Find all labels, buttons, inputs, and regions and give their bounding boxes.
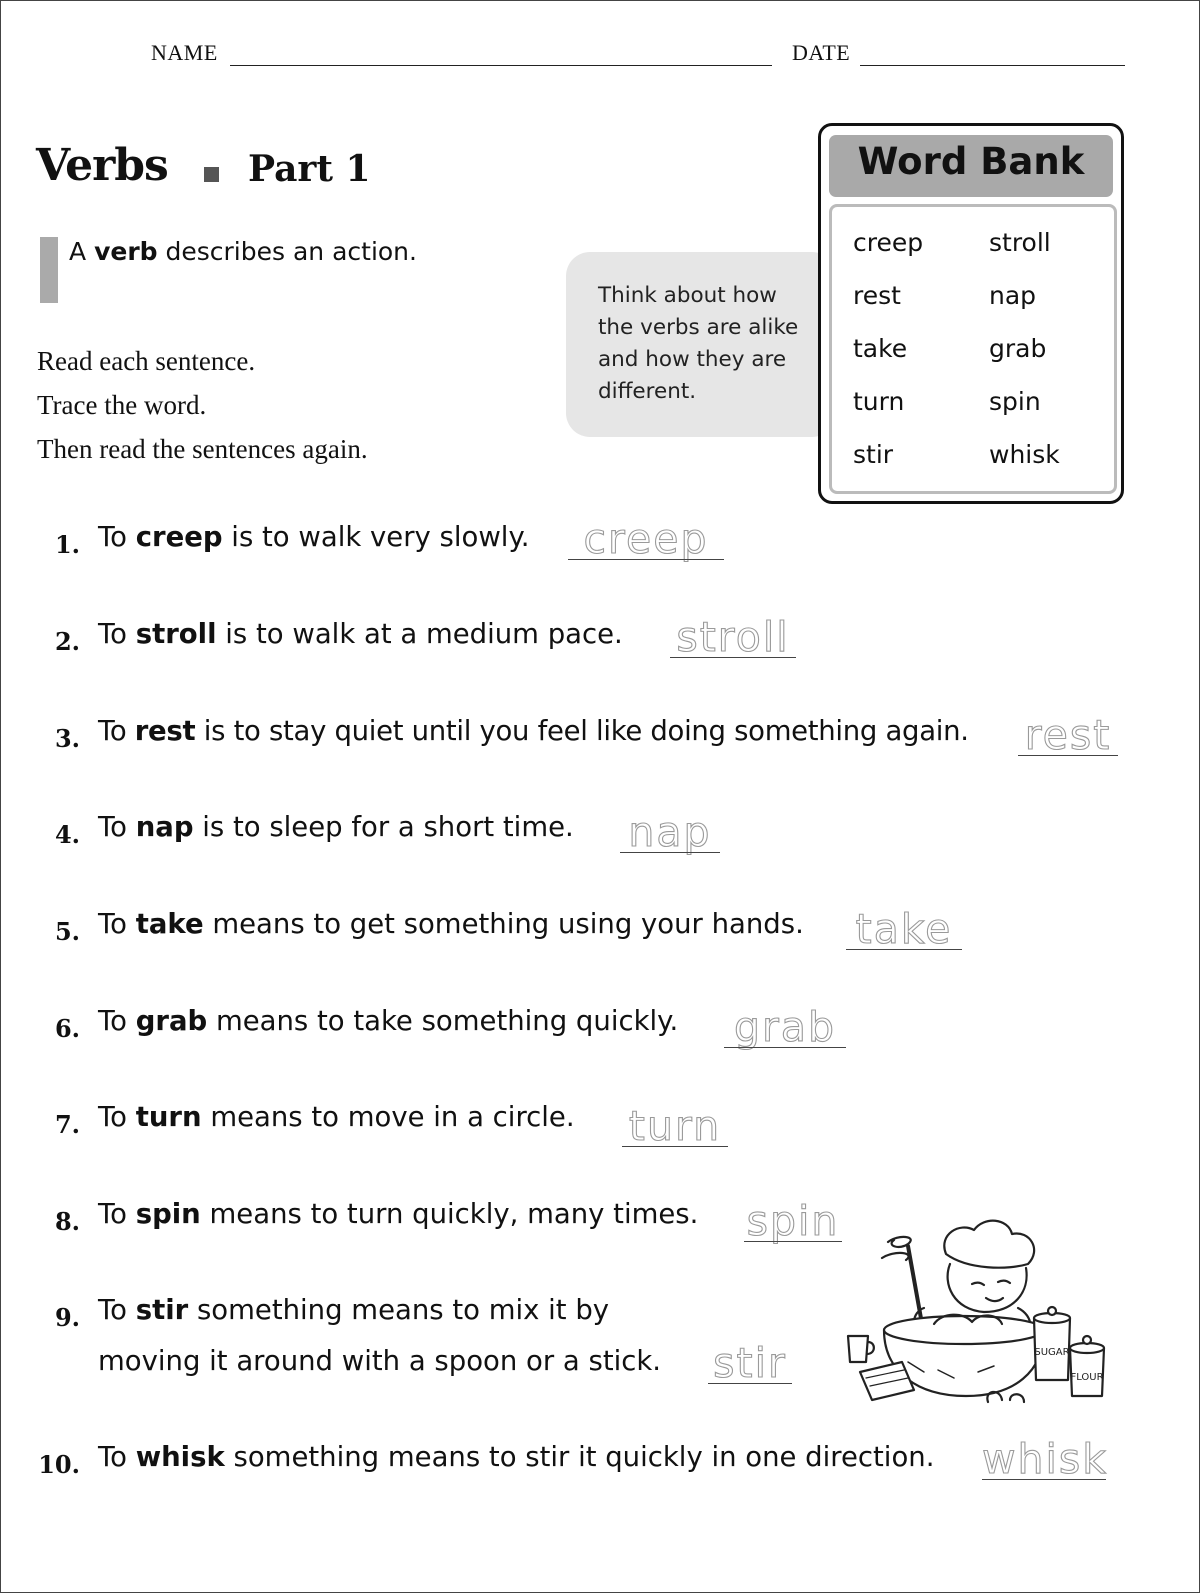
question-sentence: To spin means to turn quickly, many times. bbox=[98, 1198, 699, 1230]
question-sentence: To take means to get something using your hands. bbox=[98, 908, 804, 940]
page-subtitle: Part 1 bbox=[248, 148, 371, 190]
trace-word: take bbox=[855, 905, 953, 953]
trace-field[interactable] bbox=[744, 1190, 842, 1245]
trace-field[interactable] bbox=[568, 508, 724, 563]
trace-baseline bbox=[724, 1047, 846, 1048]
trace-field[interactable] bbox=[620, 801, 720, 856]
question-sentence: To turn means to move in a circle. bbox=[98, 1101, 575, 1133]
question-sentence: To nap is to sleep for a short time. bbox=[98, 811, 574, 843]
cooking-child-illustration bbox=[838, 1212, 1118, 1408]
word-bank-word: spin bbox=[989, 387, 1041, 416]
sugar-label: SUGAR bbox=[1034, 1347, 1070, 1358]
word-bank-word: whisk bbox=[989, 440, 1060, 469]
question-number: 1. bbox=[54, 530, 80, 559]
word-bank-word: rest bbox=[853, 281, 901, 310]
word-bank-word: take bbox=[853, 334, 908, 363]
trace-baseline bbox=[744, 1241, 842, 1242]
trace-word: stroll bbox=[676, 613, 790, 661]
word-bank-title: Word Bank bbox=[857, 140, 1085, 183]
date-label: DATE bbox=[792, 40, 851, 65]
word-bank-word: turn bbox=[853, 387, 905, 416]
tip-text: Think about how the verbs are alike and how they are different. bbox=[598, 283, 799, 404]
word-bank-word: stroll bbox=[989, 228, 1051, 257]
question-number: 10. bbox=[38, 1450, 80, 1479]
trace-word: grab bbox=[733, 1003, 837, 1051]
trace-baseline bbox=[620, 852, 720, 853]
instruction-line-3: Then read the sentences again. bbox=[37, 434, 368, 464]
definition: A verb describes an action. bbox=[69, 237, 417, 266]
page-title: Verbs bbox=[36, 140, 168, 191]
trace-word: turn bbox=[628, 1102, 722, 1150]
date-field[interactable] bbox=[860, 65, 1125, 66]
question-sentence-line-2: moving it around with a spoon or a stick. bbox=[98, 1345, 662, 1377]
trace-baseline bbox=[622, 1146, 728, 1147]
trace-word: creep bbox=[583, 515, 709, 563]
trace-word: rest bbox=[1024, 711, 1112, 759]
name-field[interactable] bbox=[230, 65, 772, 66]
instruction-line-1: Read each sentence. bbox=[37, 346, 256, 376]
name-label: NAME bbox=[151, 40, 218, 65]
trace-baseline bbox=[670, 657, 796, 658]
question-sentence: To creep is to walk very slowly. bbox=[98, 521, 530, 553]
trace-word: whisk bbox=[982, 1435, 1109, 1483]
question-number: 5. bbox=[54, 917, 80, 946]
question-sentence: To stir something means to mix it by bbox=[98, 1294, 610, 1326]
trace-baseline bbox=[568, 559, 724, 560]
word-bank-word: nap bbox=[989, 281, 1037, 310]
question-sentence: To grab means to take something quickly. bbox=[98, 1005, 679, 1037]
question-number: 6. bbox=[54, 1014, 80, 1043]
trace-word: nap bbox=[628, 808, 712, 856]
trace-baseline bbox=[982, 1479, 1106, 1480]
trace-word: spin bbox=[746, 1197, 840, 1245]
trace-field[interactable] bbox=[708, 1332, 792, 1387]
word-bank-word: stir bbox=[853, 440, 894, 469]
question-number: 2. bbox=[54, 627, 80, 656]
question-sentence: To stroll is to walk at a medium pace. bbox=[98, 618, 623, 650]
question-sentence: To whisk something means to stir it quickly in one direction. bbox=[98, 1441, 935, 1473]
trace-baseline bbox=[846, 949, 962, 950]
question-number: 3. bbox=[54, 724, 80, 753]
word-bank-word: grab bbox=[989, 334, 1047, 363]
trace-field[interactable] bbox=[982, 1428, 1109, 1483]
word-bank-word: creep bbox=[853, 228, 924, 257]
instruction-line-2: Trace the word. bbox=[37, 390, 207, 420]
trace-field[interactable] bbox=[724, 996, 846, 1051]
trace-field[interactable] bbox=[670, 606, 796, 661]
trace-word: stir bbox=[713, 1339, 787, 1387]
question-sentence: To rest is to stay quiet until you feel like doing something again. bbox=[98, 715, 969, 747]
flour-label: FLOUR bbox=[1070, 1372, 1104, 1383]
title-separator-square bbox=[204, 167, 219, 182]
trace-baseline bbox=[1018, 755, 1118, 756]
question-number: 7. bbox=[54, 1110, 80, 1139]
trace-field[interactable] bbox=[1018, 704, 1118, 759]
trace-field[interactable] bbox=[622, 1095, 728, 1150]
question-number: 4. bbox=[54, 820, 80, 849]
trace-baseline bbox=[708, 1383, 792, 1384]
trace-field[interactable] bbox=[846, 898, 962, 953]
question-number: 8. bbox=[54, 1207, 80, 1236]
question-number: 9. bbox=[54, 1303, 80, 1332]
definition-accent-bar bbox=[40, 237, 58, 303]
